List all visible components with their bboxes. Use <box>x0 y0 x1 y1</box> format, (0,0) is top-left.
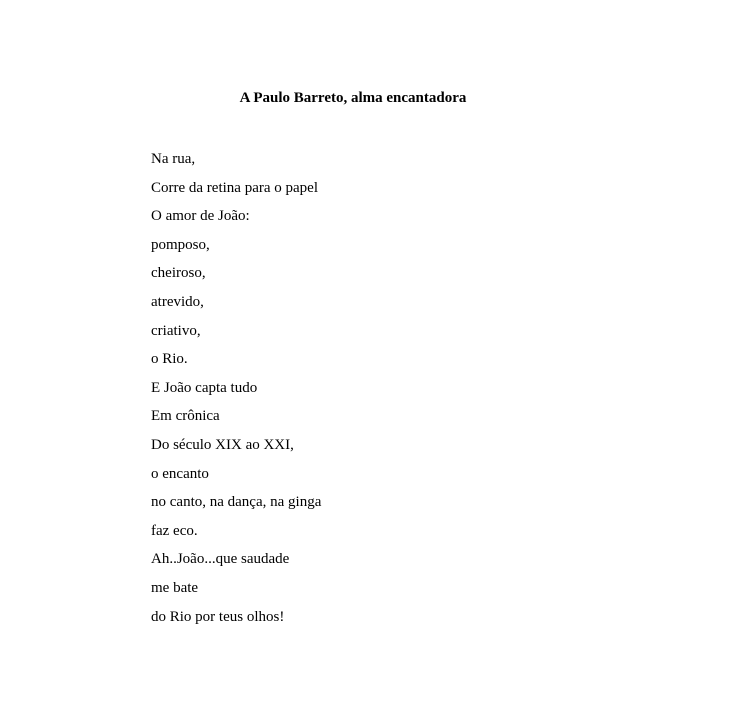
poem-body <box>151 145 321 631</box>
poem-line: Na rua, <box>151 151 196 167</box>
poem-line: criativo, <box>151 322 201 339</box>
poem-line: me bate <box>151 579 199 596</box>
poem-line: Corre da retina para o papel <box>151 179 318 196</box>
poem-line: do Rio por teus olhos! <box>151 608 285 625</box>
poem-line: no canto, na dança, na ginga <box>151 494 322 511</box>
poem-line: E João capta tudo <box>151 379 258 396</box>
poem-line: o Rio. <box>151 351 188 368</box>
poem-title: A Paulo Barreto, alma encantadora <box>239 90 467 106</box>
poem-line: atrevido, <box>151 293 204 310</box>
poem-line: Ah..João...que saudade <box>151 551 290 568</box>
poem-line: faz eco. <box>151 522 198 539</box>
poem-line: pomposo, <box>151 236 210 253</box>
poem-line: O amor de João: <box>151 208 250 225</box>
poem-line: cheiroso, <box>151 265 206 282</box>
poem-line: Em crônica <box>151 408 220 425</box>
poem-line: Do século XIX ao XXI, <box>151 436 294 453</box>
poem-line: o encanto <box>151 465 209 482</box>
